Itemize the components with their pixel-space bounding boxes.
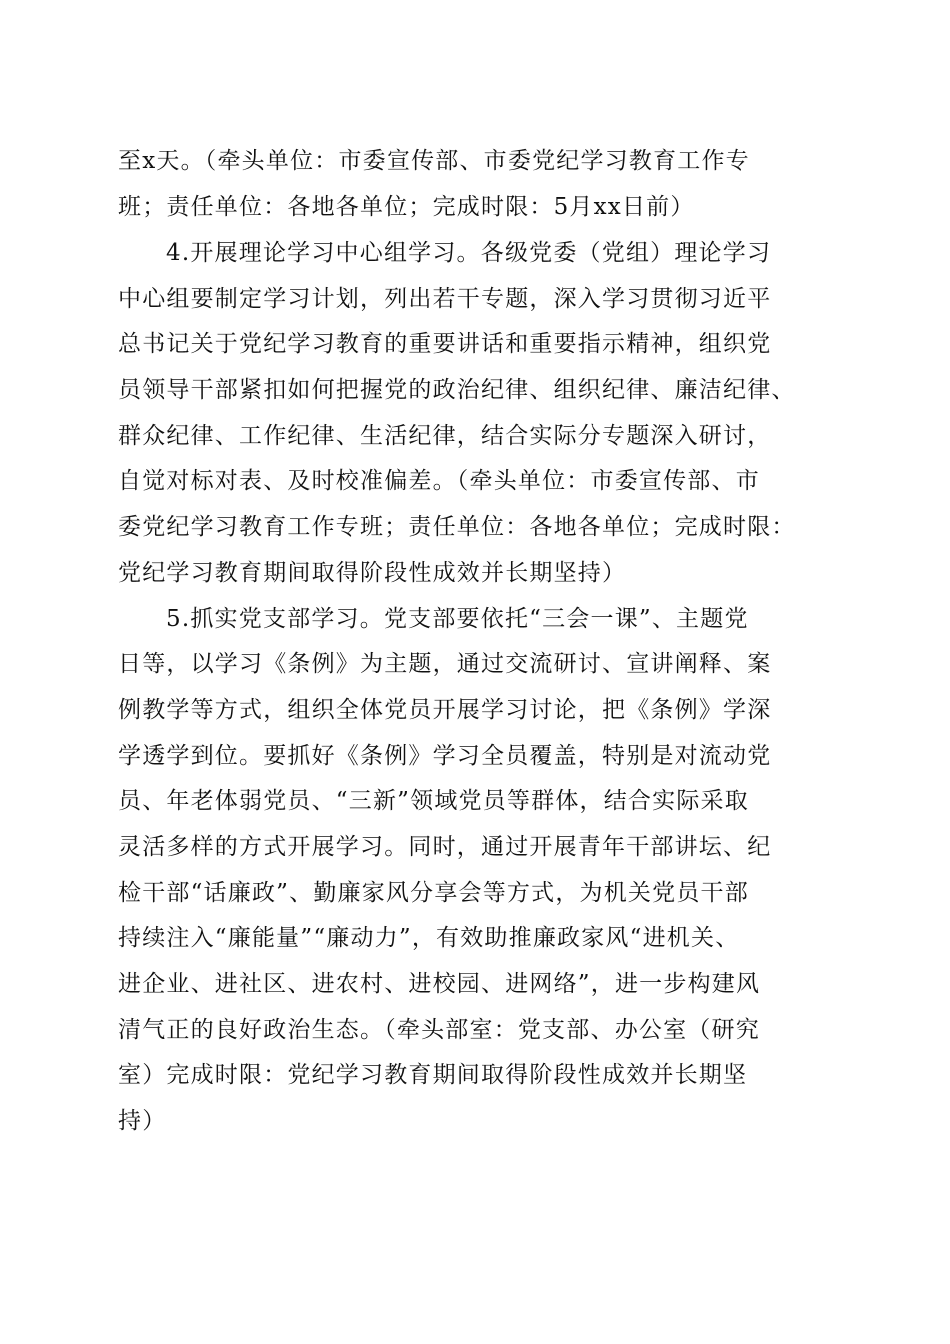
text-line: 至x天。（牵头单位：市委宣传部、市委党纪学习教育工作专 (118, 148, 750, 174)
text-line: 中心组要制定学习计划，列出若干专题，深入学习贯彻习近平 (118, 286, 772, 312)
text-line: 检干部“话廉政”、勤廉家风分享会等方式，为机关党员干部 (118, 880, 749, 906)
text-line: 委党纪学习教育工作专班；责任单位：各地各单位；完成时限： (118, 514, 796, 540)
text-line: 持续注入“廉能量”“廉动力”，有效助推廉政家风“进机关、 (118, 925, 740, 951)
text-line: 例教学等方式，组织全体党员开展学习讨论，把《条例》学深 (118, 697, 772, 723)
text-line: 员领导干部紧扣如何把握党的政治纪律、组织纪律、廉洁纪律、 (118, 377, 796, 403)
paragraph-4-start: 4.开展理论学习中心组学习。各级党委（党组）理论学习 (166, 240, 772, 266)
text-line: 班；责任单位：各地各单位；完成时限：5月xx日前） (118, 194, 695, 220)
text-line: 室）完成时限：党纪学习教育期间取得阶段性成效并长期坚 (118, 1062, 748, 1088)
text-line: 灵活多样的方式开展学习。同时，通过开展青年干部讲坛、纪 (118, 834, 772, 860)
text-line: 进企业、进社区、进农村、进校园、进网络”，进一步构建风 (118, 971, 761, 997)
text-line: 清气正的良好政治生态。（牵头部室：党支部、办公室（研究 (118, 1017, 760, 1043)
paragraph-5-start: 5.抓实党支部学习。党支部要依托“三会一课”、主题党 (166, 606, 749, 632)
text-line: 持） (118, 1108, 167, 1134)
text-line: 自觉对标对表、及时校准偏差。（牵头单位：市委宣传部、市 (118, 468, 760, 494)
text-line: 学透学到位。要抓好《条例》学习全员覆盖，特别是对流动党 (118, 743, 772, 769)
text-line: 总书记关于党纪学习教育的重要讲话和重要指示精神，组织党 (118, 331, 772, 357)
text-line: 员、年老体弱党员、“三新”领域党员等群体，结合实际采取 (118, 788, 749, 814)
text-line: 群众纪律、工作纪律、生活纪律，结合实际分专题深入研讨， (118, 423, 772, 449)
text-line: 日等，以学习《条例》为主题，通过交流研讨、宣讲阐释、案 (118, 651, 772, 677)
text-line: 党纪学习教育期间取得阶段性成效并长期坚持） (118, 560, 627, 586)
